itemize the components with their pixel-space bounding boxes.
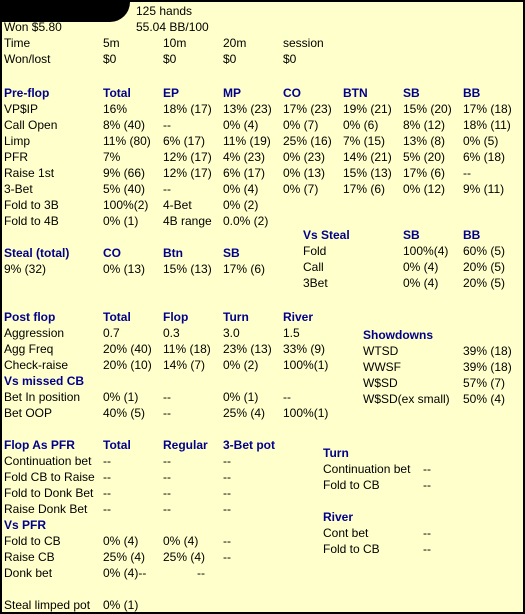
preflop-cell: 7% bbox=[103, 150, 121, 164]
flop-pfr-cell: -- bbox=[103, 470, 111, 484]
preflop-cell: 6% (18) bbox=[463, 150, 506, 164]
preflop-col-btn: BTN bbox=[343, 86, 368, 100]
preflop-cell: 100%(2) bbox=[103, 198, 149, 212]
preflop-cell: -- bbox=[163, 182, 171, 196]
preflop-cell: 4-Bet bbox=[163, 198, 192, 212]
vs-pfr-cell: 0% (4)-- bbox=[103, 566, 147, 580]
vs-steal-row-label: Fold bbox=[303, 244, 327, 258]
preflop-cell: 7% (15) bbox=[343, 134, 386, 148]
wonlost-label: Won/lost bbox=[4, 52, 51, 66]
postflop-title: Post flop bbox=[4, 310, 56, 324]
flop-pfr-col: Regular bbox=[163, 438, 208, 452]
preflop-cell: 19% (21) bbox=[343, 102, 392, 116]
postflop-cell: 11% (18) bbox=[163, 342, 211, 356]
turn-row-label: Fold to CB bbox=[323, 478, 380, 492]
showdown-row-label: WWSF bbox=[363, 360, 401, 374]
preflop-cell: 0% (6) bbox=[343, 118, 379, 132]
preflop-cell: 4% (23) bbox=[223, 150, 266, 164]
showdown-value: 39% (18) bbox=[463, 344, 512, 358]
preflop-cell: 25% (16) bbox=[283, 134, 332, 148]
time-session: session bbox=[283, 36, 324, 50]
postflop-col-total: Total bbox=[103, 310, 131, 324]
flop-pfr-cell: -- bbox=[103, 502, 111, 516]
steal-limped-label: Steal limped pot bbox=[4, 598, 91, 612]
steal-total-title: Steal (total) bbox=[4, 246, 70, 260]
showdowns-title: Showdowns bbox=[363, 328, 433, 342]
vs-pfr-row-label: Fold to CB bbox=[4, 534, 61, 548]
preflop-cell: 17% (6) bbox=[403, 166, 446, 180]
vs-pfr-cell: 25% (4) bbox=[163, 550, 206, 564]
preflop-cell: 0% (2) bbox=[223, 198, 259, 212]
flop-pfr-col: Total bbox=[103, 438, 131, 452]
flop-pfr-col: 3-Bet pot bbox=[223, 438, 275, 452]
flop-pfr-row-label: Fold to Donk Bet bbox=[4, 486, 94, 500]
preflop-cell: -- bbox=[163, 118, 171, 132]
time-label: Time bbox=[4, 36, 31, 50]
time-5m: 5m bbox=[103, 36, 120, 50]
vs-steal-cell: 0% (4) bbox=[403, 260, 439, 274]
preflop-cell: 15% (20) bbox=[403, 102, 452, 116]
preflop-col-sb: SB bbox=[403, 86, 420, 100]
wonlost-20m: $0 bbox=[223, 52, 237, 66]
vs-steal-row-label: 3Bet bbox=[303, 276, 328, 290]
preflop-row-label: 3-Bet bbox=[4, 182, 33, 196]
flop-pfr-row-label: Raise Donk Bet bbox=[4, 502, 88, 516]
wonlost-session: $0 bbox=[283, 52, 297, 66]
flop-pfr-cell: -- bbox=[163, 470, 171, 484]
preflop-title: Pre-flop bbox=[4, 86, 50, 100]
preflop-cell: 0% (23) bbox=[283, 150, 326, 164]
flop-pfr-cell: -- bbox=[163, 486, 171, 500]
preflop-cell: 17% (6) bbox=[343, 182, 386, 196]
preflop-cell: 11% (80) bbox=[103, 134, 151, 148]
vs-pfr-cell: -- bbox=[223, 534, 231, 548]
postflop-cell: 33% (9) bbox=[283, 342, 326, 356]
flop-pfr-cell: -- bbox=[103, 486, 111, 500]
postflop-row-label: Aggression bbox=[4, 326, 65, 340]
preflop-cell: 4B range bbox=[163, 214, 212, 228]
flop-pfr-row-label: Fold CB to Raise bbox=[4, 470, 95, 484]
preflop-row-label: Limp bbox=[4, 134, 31, 148]
vs-pfr-cell: -- bbox=[197, 566, 205, 580]
postflop-cell: 3.0 bbox=[223, 326, 240, 340]
bb-per-100: 55.04 BB/100 bbox=[136, 20, 209, 34]
postflop-cell: 0.3 bbox=[163, 326, 180, 340]
preflop-row-label: PFR bbox=[4, 150, 28, 164]
turn-value: -- bbox=[423, 462, 431, 476]
vs-missed-row-label: Bet OOP bbox=[4, 406, 53, 420]
preflop-cell: 0% (7) bbox=[283, 118, 319, 132]
postflop-cell: 1.5 bbox=[283, 326, 300, 340]
wonlost-5m: $0 bbox=[103, 52, 117, 66]
vs-missed-cell: 0% (1) bbox=[103, 390, 139, 404]
preflop-cell: 0% (4) bbox=[223, 182, 259, 196]
vs-missed-cell: 100%(1) bbox=[283, 406, 329, 420]
preflop-cell: 0.0% (2) bbox=[223, 214, 269, 228]
river-row-label: Cont bet bbox=[323, 526, 369, 540]
vs-steal-cell: 0% (4) bbox=[403, 276, 439, 290]
postflop-row-label: Agg Freq bbox=[4, 342, 54, 356]
steal-btn-value: 15% (13) bbox=[163, 262, 212, 276]
preflop-cell: 12% (17) bbox=[163, 166, 212, 180]
flop-pfr-cell: -- bbox=[163, 454, 171, 468]
river-value: -- bbox=[423, 542, 431, 556]
flop-pfr-cell: -- bbox=[223, 470, 231, 484]
preflop-cell: 17% (18) bbox=[463, 102, 512, 116]
vs-steal-col-sb: SB bbox=[403, 228, 420, 242]
vs-pfr-cell: -- bbox=[223, 550, 231, 564]
postflop-row-label: Check-raise bbox=[4, 358, 69, 372]
postflop-cell: 0.7 bbox=[103, 326, 120, 340]
steal-co-value: 0% (13) bbox=[103, 262, 146, 276]
vs-pfr-cell: 0% (4) bbox=[103, 534, 139, 548]
turn-row-label: Continuation bet bbox=[323, 462, 411, 476]
preflop-cell: 13% (8) bbox=[403, 134, 446, 148]
vs-missed-cell: -- bbox=[283, 390, 291, 404]
flop-pfr-cell: -- bbox=[223, 454, 231, 468]
showdown-value: 39% (18) bbox=[463, 360, 512, 374]
preflop-cell: 13% (23) bbox=[223, 102, 272, 116]
preflop-row-label: VP$IP bbox=[4, 102, 39, 116]
vs-missed-row-label: Bet In position bbox=[4, 390, 81, 404]
vs-steal-title: Vs Steal bbox=[303, 228, 350, 242]
vs-missed-cell: 25% (4) bbox=[223, 406, 266, 420]
preflop-cell: 15% (13) bbox=[343, 166, 392, 180]
steal-sb-value: 17% (6) bbox=[223, 262, 266, 276]
turn-title: Turn bbox=[323, 446, 349, 460]
preflop-cell: 9% (11) bbox=[463, 182, 505, 196]
steal-total-value: 9% (32) bbox=[4, 262, 47, 276]
vs-missed-cell: 0% (1) bbox=[223, 390, 259, 404]
vs-steal-cell: 20% (5) bbox=[463, 276, 506, 290]
vs-pfr-cell: 0% (4) bbox=[163, 534, 199, 548]
hands-count: 125 hands bbox=[136, 4, 193, 18]
steal-col-co: CO bbox=[103, 246, 121, 260]
vs-steal-col-bb: BB bbox=[463, 228, 481, 242]
preflop-col-co: CO bbox=[283, 86, 301, 100]
preflop-cell: 0% (4) bbox=[223, 118, 259, 132]
vs-pfr-cell: 25% (4) bbox=[103, 550, 146, 564]
river-row-label: Fold to CB bbox=[323, 542, 380, 556]
preflop-cell: 12% (17) bbox=[163, 150, 212, 164]
flop-pfr-row-label: Continuation bet bbox=[4, 454, 92, 468]
preflop-cell: 0% (12) bbox=[403, 182, 446, 196]
vs-missed-cell: 40% (5) bbox=[103, 406, 146, 420]
won-amount: Won $5.80 bbox=[4, 20, 62, 34]
vs-pfr-row-label: Raise CB bbox=[4, 550, 55, 564]
vs-steal-cell: 20% (5) bbox=[463, 260, 506, 274]
vs-pfr-row-label: Donk bet bbox=[4, 566, 53, 580]
showdown-row-label: W$SD(ex small) bbox=[363, 392, 450, 406]
time-20m: 20m bbox=[223, 36, 247, 50]
preflop-row-label: Raise 1st bbox=[4, 166, 55, 180]
preflop-col-bb: BB bbox=[463, 86, 481, 100]
steal-col-btn: Btn bbox=[163, 246, 183, 260]
showdown-value: 50% (4) bbox=[463, 392, 506, 406]
preflop-cell: 14% (21) bbox=[343, 150, 392, 164]
flop-pfr-title: Flop As PFR bbox=[4, 438, 75, 452]
preflop-cell: 5% (20) bbox=[403, 150, 446, 164]
flop-pfr-cell: -- bbox=[103, 454, 111, 468]
preflop-cell: 8% (12) bbox=[403, 118, 446, 132]
vs-steal-cell: 100%(4) bbox=[403, 244, 449, 258]
preflop-cell: 0% (1) bbox=[103, 214, 139, 228]
wonlost-10m: $0 bbox=[163, 52, 177, 66]
postflop-col-flop: Flop bbox=[163, 310, 189, 324]
preflop-row-label: Call Open bbox=[4, 118, 58, 132]
postflop-cell: 20% (10) bbox=[103, 358, 152, 372]
preflop-cell: 0% (13) bbox=[283, 166, 326, 180]
preflop-cell: 6% (17) bbox=[223, 166, 266, 180]
flop-pfr-cell: -- bbox=[223, 502, 231, 516]
preflop-cell: 8% (40) bbox=[103, 118, 146, 132]
preflop-cell: 0% (5) bbox=[463, 134, 499, 148]
time-10m: 10m bbox=[163, 36, 187, 50]
preflop-cell: 0% (7) bbox=[283, 182, 319, 196]
preflop-cell: 16% bbox=[103, 102, 128, 116]
preflop-cell: 5% (40) bbox=[103, 182, 146, 196]
preflop-row-label: Fold to 4B bbox=[4, 214, 59, 228]
preflop-cell: 6% (17) bbox=[163, 134, 206, 148]
postflop-cell: 0% (2) bbox=[223, 358, 259, 372]
postflop-col-turn: Turn bbox=[223, 310, 249, 324]
postflop-cell: 23% (13) bbox=[223, 342, 272, 356]
vs-pfr-title: Vs PFR bbox=[4, 518, 47, 532]
postflop-cell: 14% (7) bbox=[163, 358, 206, 372]
preflop-cell: 9% (66) bbox=[103, 166, 146, 180]
flop-pfr-cell: -- bbox=[223, 486, 231, 500]
steal-col-sb: SB bbox=[223, 246, 240, 260]
preflop-cell: 18% (17) bbox=[163, 102, 212, 116]
river-value: -- bbox=[423, 526, 431, 540]
vs-missed-cb-title: Vs missed CB bbox=[4, 374, 85, 388]
postflop-cell: 20% (40) bbox=[103, 342, 152, 356]
showdown-row-label: WTSD bbox=[363, 344, 399, 358]
preflop-cell: 11% (19) bbox=[223, 134, 271, 148]
preflop-cell: -- bbox=[463, 166, 471, 180]
showdown-value: 57% (7) bbox=[463, 376, 506, 390]
river-title: River bbox=[323, 510, 354, 524]
postflop-cell: 100%(1) bbox=[283, 358, 329, 372]
preflop-cell: 17% (23) bbox=[283, 102, 332, 116]
flop-pfr-cell: -- bbox=[163, 502, 171, 516]
postflop-col-river: River bbox=[283, 310, 314, 324]
preflop-row-label: Fold to 3B bbox=[4, 198, 59, 212]
turn-value: -- bbox=[423, 478, 431, 492]
preflop-col-mp: MP bbox=[223, 86, 241, 100]
preflop-col-ep: EP bbox=[163, 86, 180, 100]
vs-steal-row-label: Call bbox=[303, 260, 324, 274]
vs-missed-cell: -- bbox=[163, 390, 171, 404]
preflop-cell: 18% (11) bbox=[463, 118, 511, 132]
steal-limped-value: 0% (1) bbox=[103, 598, 139, 612]
preflop-col-total: Total bbox=[103, 86, 131, 100]
vs-steal-cell: 60% (5) bbox=[463, 244, 506, 258]
vs-missed-cell: -- bbox=[163, 406, 171, 420]
showdown-row-label: W$SD bbox=[363, 376, 398, 390]
